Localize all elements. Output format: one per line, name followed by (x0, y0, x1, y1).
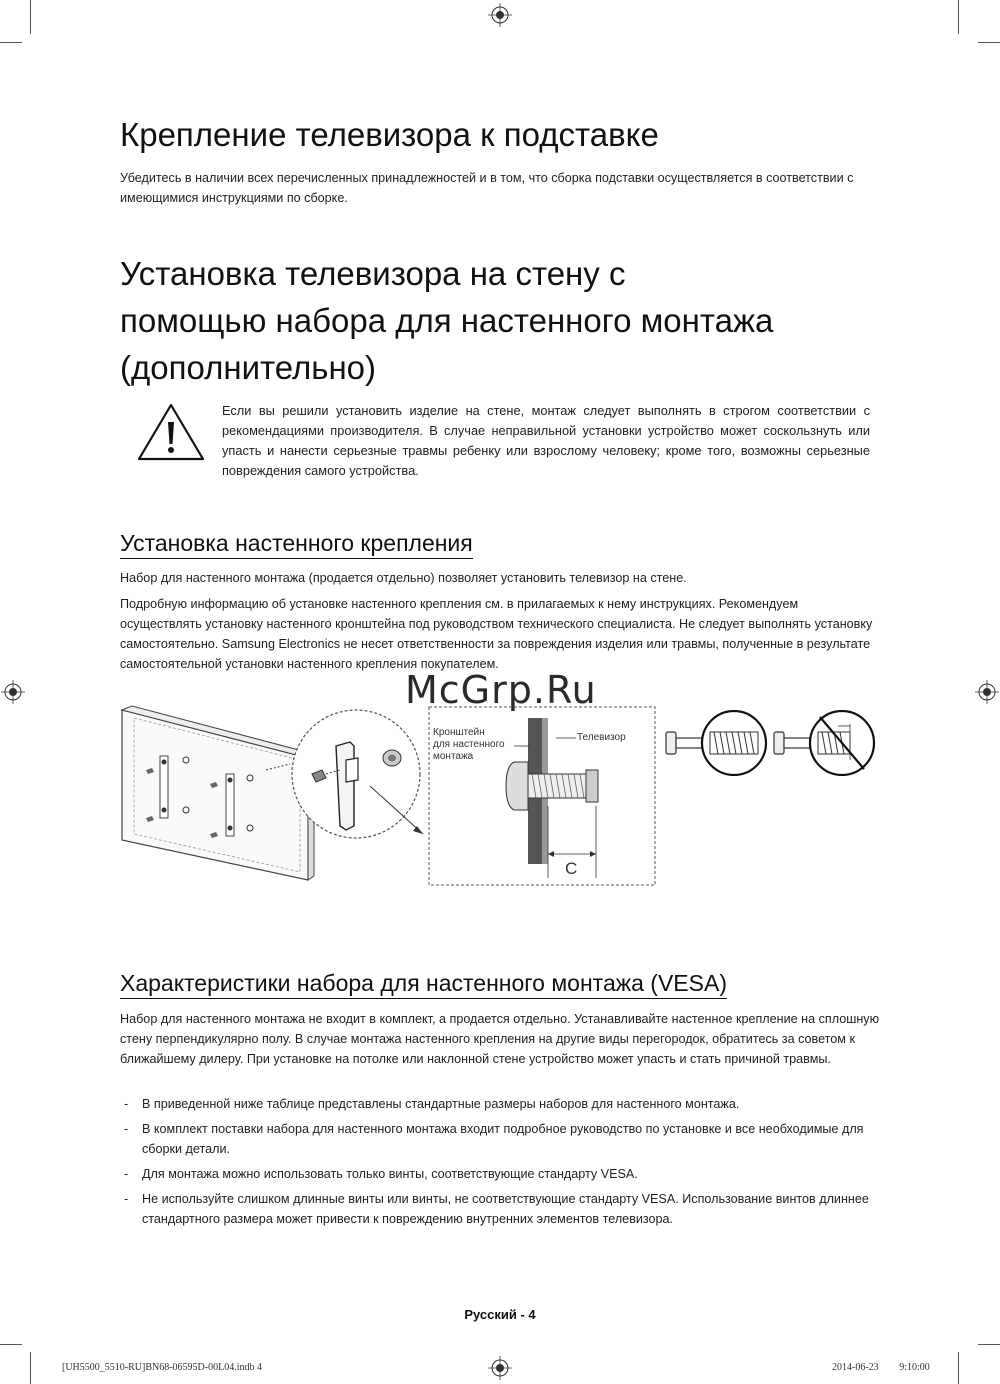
bullet-marker: - (124, 1122, 129, 1136)
vesa-bullet-list (120, 1094, 880, 1234)
section-title-vesa: Характеристики набора для настенного монтажа (VESA) (120, 972, 727, 999)
bullet-text: В приведенной ниже таблице представлены стандартные размеры наборов для настенного монтажа. (142, 1097, 740, 1111)
bullet-marker: - (124, 1167, 129, 1181)
crop-mark (30, 1352, 31, 1384)
section-title-wall-bracket: Установка настенного крепления (120, 532, 473, 559)
crop-mark (0, 1344, 22, 1345)
label-line: для настенного (433, 739, 505, 750)
crop-mark (30, 0, 31, 34)
registration-mark-icon (488, 3, 512, 27)
title-line: помощью набора для настенного монтажа (120, 302, 774, 339)
stand-paragraph: Убедитесь в наличии всех перечисленных принадлежностей и в том, что сборка подставки осуществляется в соответствии с имеющимися инструкциями по сборке. (120, 171, 854, 205)
tv-label: Телевизор (577, 732, 626, 743)
vesa-paragraph: Набор для настенного монтажа не входит в комплект, а продается отдельно. Устанавливайте настенное крепление на сплошную стену перпендикулярно полу. В случае монтажа настенного крепления на другие виды перегородок, обратитесь за советом к ближайшему дилеру. При установке на потолке или наклонной стене устройство может упасть и стать причиной травмы. (120, 1012, 880, 1066)
crop-mark (958, 0, 959, 34)
crop-mark (0, 42, 22, 43)
dimension-c-label: C (565, 859, 578, 878)
registration-mark-icon (488, 1356, 512, 1380)
crop-mark (978, 42, 1000, 43)
page-number: Русский - 4 (464, 1307, 536, 1322)
section-title-wall-mount (120, 250, 900, 391)
section-title-stand: Крепление телевизора к подставке (120, 116, 659, 153)
crop-mark (978, 1344, 1000, 1345)
title-line: (дополнительно) (120, 349, 377, 386)
list-item (120, 1189, 880, 1229)
bracket-paragraph: Подробную информацию об установке настенного крепления см. в прилагаемых к нему инструкциях. Рекомендуем осуществлять установку настенного кронштейна под руководством технического специалиста. Не следует выполнять установку самостоятельно. Samsung Electronics не несет ответственности за повреждения изделия или травмы, полученные в результате самостоятельной установки настенного крепления покупателем. (120, 597, 873, 671)
warning-icon (136, 402, 206, 462)
warning-text: Если вы решили установить изделие на стене, монтаж следует выполнять в строгом соответствии с рекомендациями производителя. В случае неправильной установки устройство может соскользнуть или упасть и нанести серьезные травмы ребенку или взрослому человеку; кроме того, возможны серьезные повреждения самого устройства. (222, 403, 870, 478)
tv-back-illustration (118, 700, 438, 890)
print-slug-date: 2014-06-23 ￿￿ 9:10:00 (832, 1362, 930, 1373)
registration-mark-icon (975, 680, 999, 704)
title-line: Установка телевизора на стену с (120, 255, 626, 292)
bracket-paragraph: Набор для настенного монтажа (продается отдельно) позволяет установить телевизор на стене. (120, 571, 687, 585)
correct-screw-icon (664, 710, 774, 776)
list-item (120, 1119, 880, 1159)
watermark: McGrp.Ru (405, 668, 597, 712)
registration-mark-icon (1, 680, 25, 704)
bullet-marker: - (124, 1192, 129, 1206)
bullet-text: Для монтажа можно использовать только винты, соответствующие стандарту VESA. (142, 1167, 638, 1181)
list-item (120, 1164, 880, 1184)
bracket-label (433, 727, 505, 763)
incorrect-screw-icon (772, 710, 882, 776)
bullet-text: В комплект поставки набора для настенного монтажа входит подробное руководство по установке и все необходимые для сборки детали. (142, 1122, 864, 1156)
list-item (120, 1094, 880, 1114)
crop-mark (958, 1352, 959, 1384)
print-slug-file: [UH5500_5510-RU]BN68-06595D-00L04.indb 4 (62, 1362, 262, 1373)
bullet-marker: - (124, 1097, 129, 1111)
label-line: Кронштейн (433, 727, 485, 738)
label-line: монтажа (433, 751, 474, 762)
bullet-text: Не используйте слишком длинные винты или винты, не соответствующие стандарту VESA. Использование винтов длиннее стандартного размера может привести к повреждению внутренних элементов телевизора. (142, 1192, 869, 1226)
